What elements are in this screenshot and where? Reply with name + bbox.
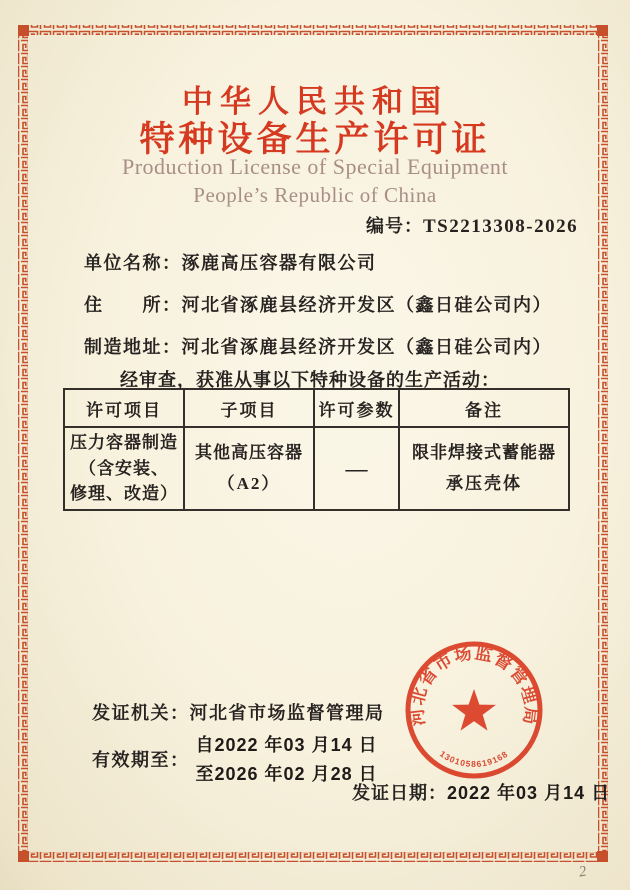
- address-row: [84, 291, 552, 317]
- cell-permit-item: [64, 427, 184, 510]
- header-remark: 备注: [399, 389, 569, 427]
- unit-name-row: [84, 249, 377, 275]
- permit-item-line1: 压力容器制造: [70, 433, 178, 452]
- validity-row: [92, 731, 378, 786]
- issuing-authority-label: 发证机关：: [92, 703, 190, 723]
- remark-line1: 限非焊接式蓄能器: [412, 442, 556, 462]
- cell-remark: [399, 427, 569, 510]
- license-number-row: [366, 212, 578, 238]
- sub-item-line2: （A2）: [217, 474, 281, 494]
- issuing-authority-row: [92, 699, 385, 725]
- issue-date-row: [352, 779, 610, 805]
- page-title-cn-line2: 特种设备生产许可证: [139, 120, 491, 159]
- handwritten-page-mark: 2: [577, 863, 588, 881]
- border-bottom: [18, 852, 608, 862]
- address-label: 住 所：: [84, 295, 182, 315]
- unit-name-value: 涿鹿高压容器有限公司: [181, 253, 377, 273]
- manufacture-address-label: 制造地址：: [84, 337, 182, 357]
- seal-serial-number: 1301058619168: [437, 748, 511, 770]
- table-row: [64, 427, 569, 510]
- header-permit-item: 许可项目: [64, 389, 184, 427]
- cell-permit-parameter: —: [314, 427, 399, 510]
- permit-item-line2: （含安装、: [79, 458, 169, 478]
- issuing-authority-value: 河北省市场监督管理局: [189, 703, 385, 723]
- validity-label: 有效期至：: [92, 749, 190, 770]
- page-title-cn-line1: 中华人民共和国: [182, 84, 448, 119]
- seal-star: [452, 689, 496, 731]
- seal-arc-text: 河北省市场监督管理局: [406, 642, 542, 727]
- issue-date-label: 发证日期：: [352, 783, 447, 803]
- manufacture-address-row: [84, 333, 552, 359]
- permit-item-line3: 修理、改造）: [70, 484, 178, 503]
- license-number-value: TS2213308-2026: [423, 216, 579, 237]
- license-scope-table: [63, 388, 570, 511]
- page-title-en-line1: Production License of Special Equipment: [121, 154, 509, 179]
- sub-item-line1: 其他高压容器: [195, 442, 303, 462]
- table-header-row: [64, 389, 569, 427]
- validity-from: 自2022 年03 月14 日: [195, 735, 378, 755]
- page-title-en-line2: People’s Republic of China: [193, 183, 437, 207]
- header-sub-item: 子项目: [184, 389, 314, 427]
- header-permit-parameter: 许可参数: [314, 389, 399, 427]
- address-value: 河北省涿鹿县经济开发区（鑫日硅公司内）: [181, 295, 552, 315]
- unit-name-label: 单位名称：: [84, 253, 182, 273]
- official-seal: [399, 636, 549, 786]
- remark-line2: 承压壳体: [446, 474, 522, 494]
- validity-to: 至2026 年02 月28 日: [195, 764, 378, 784]
- svg-text:1301058619168: [438, 749, 510, 769]
- license-number-label: 编号：: [366, 216, 423, 236]
- approval-statement: 经审查，获准从事以下特种设备的生产活动：: [120, 370, 500, 390]
- border-top: [18, 25, 608, 35]
- cell-sub-item: [184, 427, 314, 510]
- manufacture-address-value: 河北省涿鹿县经济开发区（鑫日硅公司内）: [181, 337, 552, 357]
- issue-date-value: 2022 年03 月14 日: [447, 783, 611, 803]
